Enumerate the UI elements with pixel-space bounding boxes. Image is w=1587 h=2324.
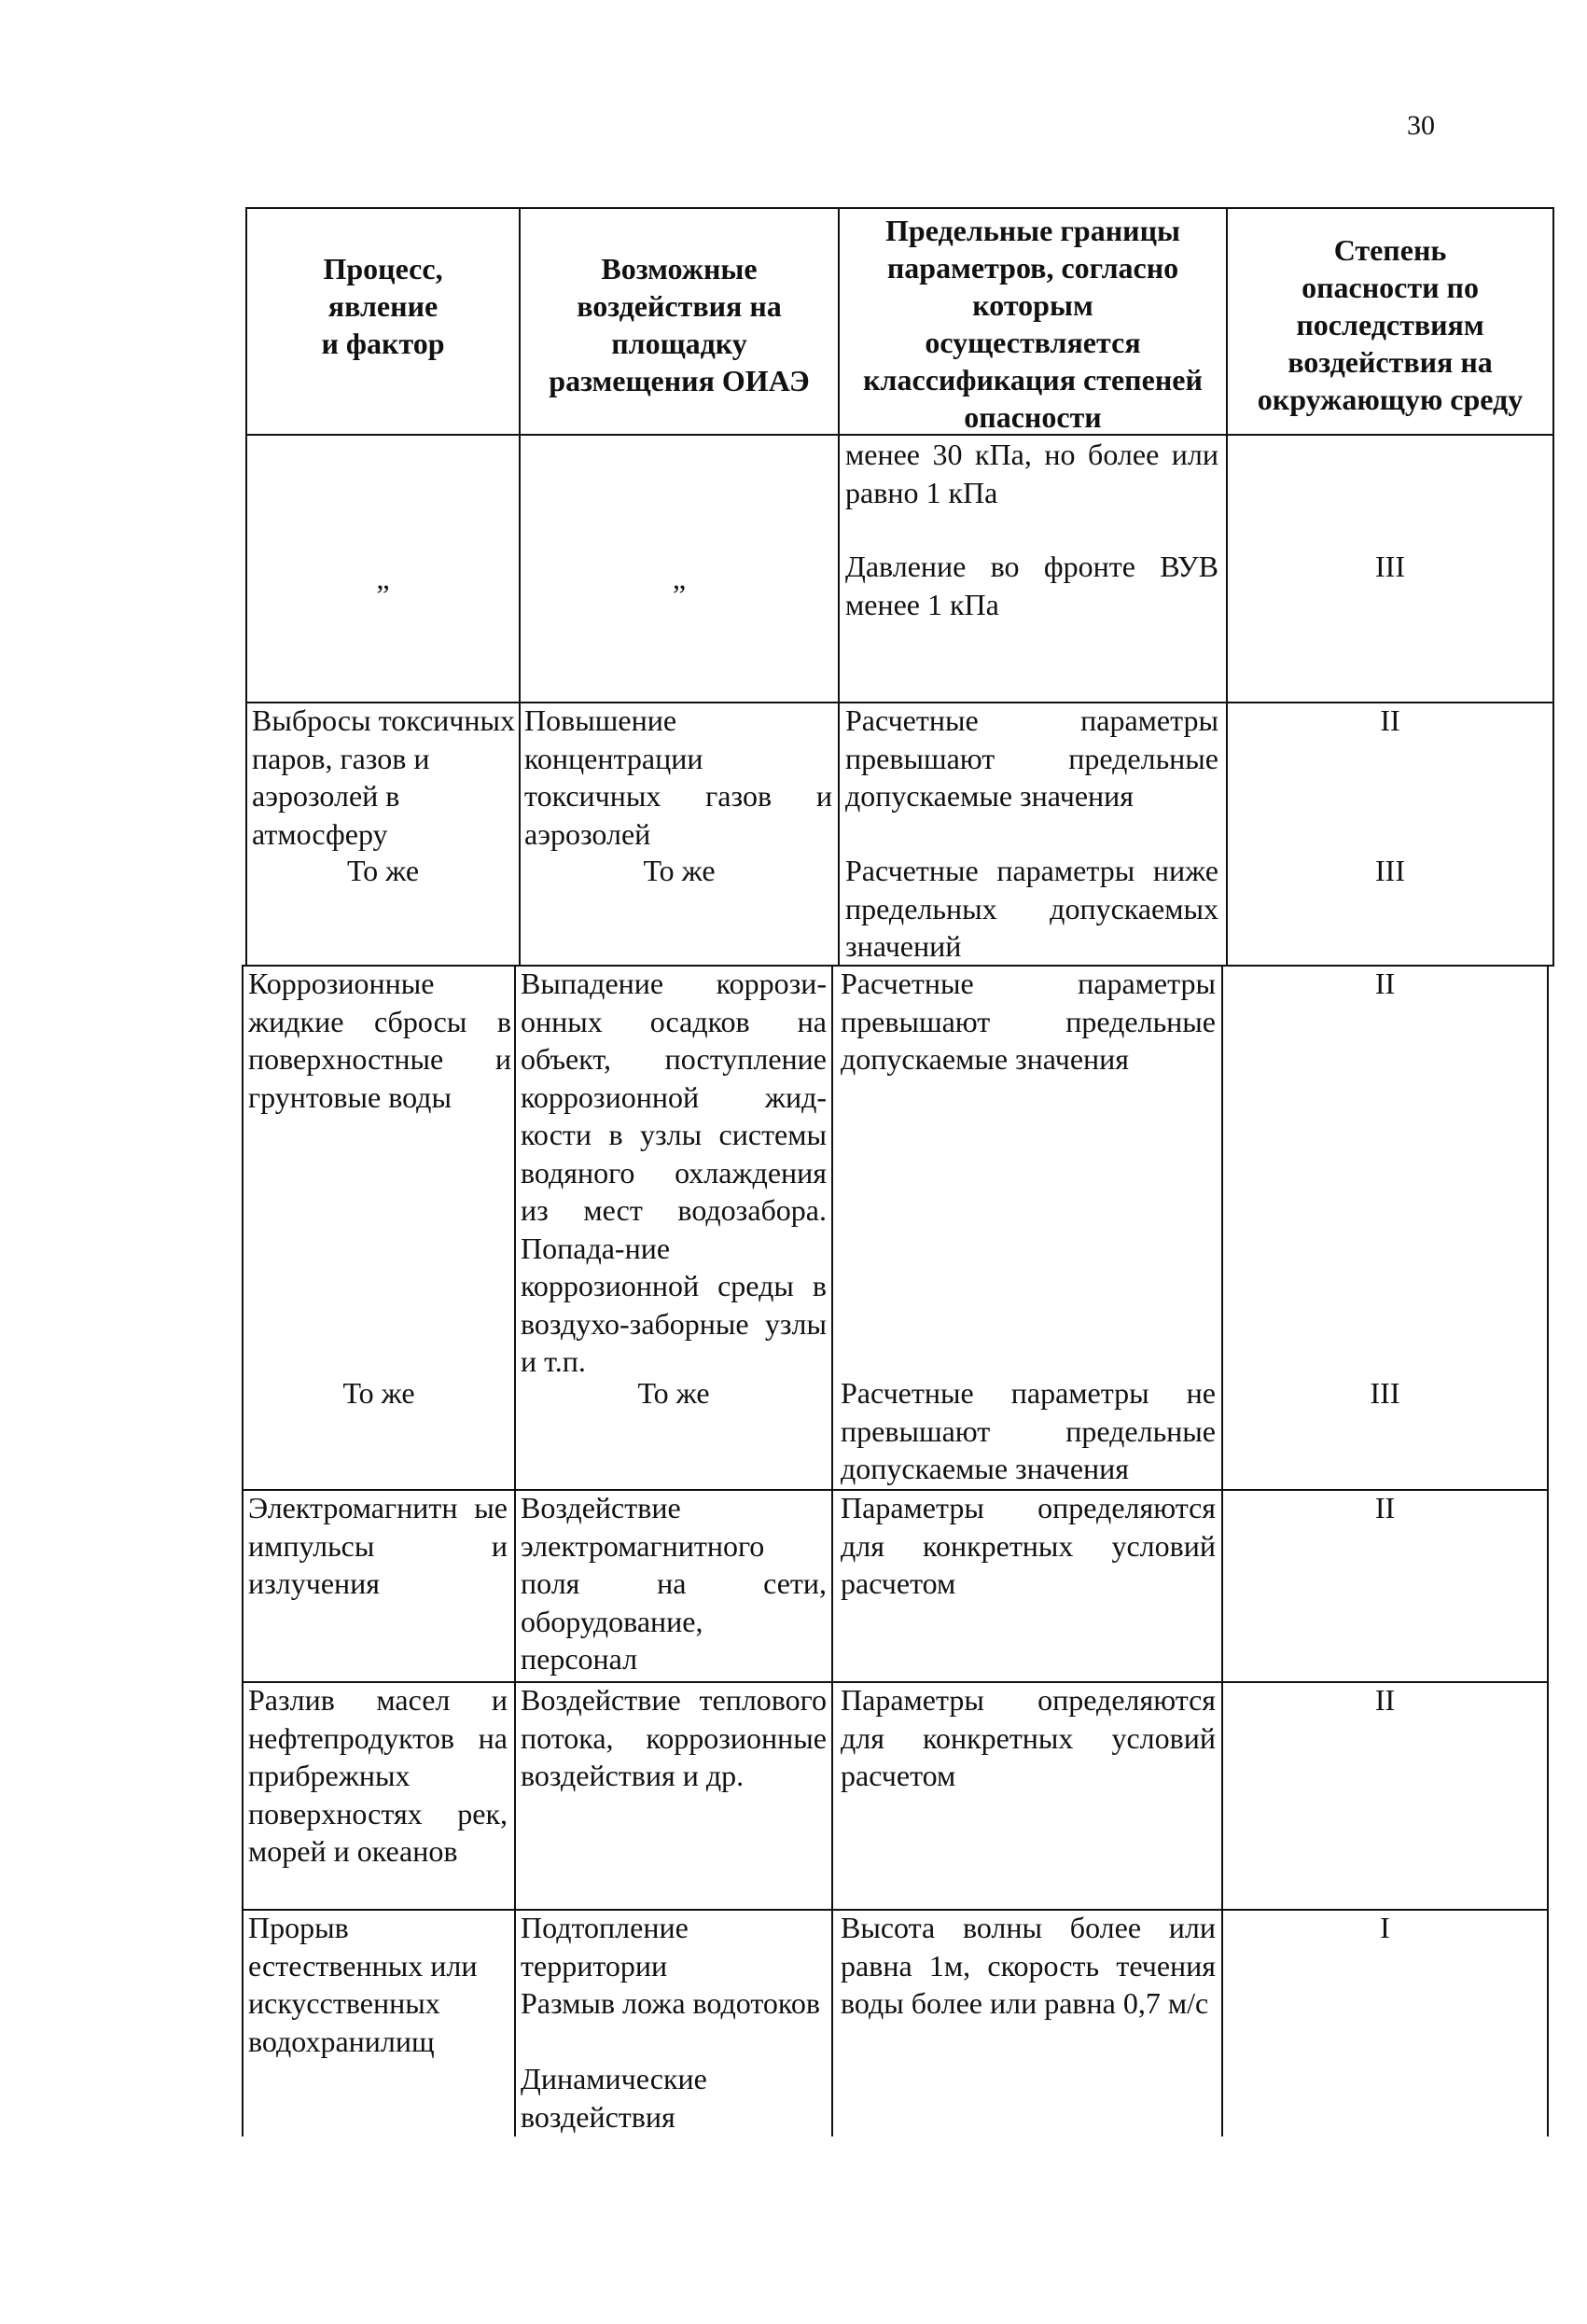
row1-process-same: То же [346, 854, 420, 887]
row4-degree: II [1374, 1683, 1396, 1717]
row2-parameter-a: Расчетные параметры превышают предельные допускаемые значения [841, 967, 1216, 1076]
row1-parameter-b: Расчетные параметры ниже предельных допускаемых значений [845, 854, 1218, 963]
row2-degree-b: III [1370, 1376, 1400, 1410]
row3-impact: Воздействие электромагнитного поля на сети, оборудование, персонал [521, 1491, 827, 1676]
row0-degree: III [1375, 550, 1405, 583]
row4-parameter: Параметры определяются для конкретных условий расчетом [841, 1683, 1216, 1792]
row2-degree-a: II [1374, 967, 1396, 1000]
row4-impact: Воздействие теплового потока, коррозионные воздействия и др. [521, 1683, 827, 1792]
row2-process: Коррозионные жидкие сбросы в поверхностные и грунтовые воды [248, 967, 511, 1114]
row5-impact-flooding: Подтопление территории [521, 1911, 689, 1983]
row5-impact-erosion: Размыв ложа водотоков [521, 1986, 820, 2020]
row1-degree-b: III [1375, 854, 1405, 887]
row2-process-same: То же [342, 1376, 415, 1410]
row4-process: Разлив масел и нефтепродуктов на прибрежных поверхностях рек, морей и океанов [248, 1683, 508, 1868]
header-impacts: Возможные воздействия на площадку размещения ОИАЭ [549, 252, 810, 397]
row3-process: Электромагнитн ые импульсы и излучения [248, 1491, 508, 1600]
row5-degree: I [1380, 1911, 1390, 1944]
row0-impact-ditto: „ [672, 562, 687, 595]
row2-impact: Выпадение коррози-онных осадков на объект, поступление коррозионной жид-кости в узлы системы водяного охлаждения из мест водозабора. Попада-ние коррозионной среды в воздухо-заборные узлы и т.п. [521, 967, 827, 1378]
row1-degree-a: II [1380, 703, 1400, 737]
header-parameter-limits: Предельные границы параметров, согласно которым осуществляется классификация степеней опасности [863, 214, 1203, 434]
header-process: Процесс, явление и фактор [321, 252, 445, 360]
row3-parameter: Параметры определяются для конкретных условий расчетом [841, 1491, 1216, 1600]
row5-impact-dynamic: Динамические воздействия [521, 2062, 707, 2134]
row2-parameter-b: Расчетные параметры не превышают предельные допускаемые значения [841, 1376, 1216, 1485]
header-hazard-degree: Степень опасности по последствиям воздействия на окружающую среду [1257, 233, 1524, 416]
row1-parameter-a: Расчетные параметры превышают предельные допускаемые значения [845, 703, 1218, 813]
page-number: 30 [1407, 110, 1435, 141]
row1-impact-same: То же [643, 854, 716, 887]
row0-parameter-b: Давление во фронте ВУВ менее 1 кПа [845, 550, 1218, 621]
row1-process: Выбросы токсичных паров, газов и аэрозолей в атмосферу [252, 703, 515, 851]
row5-parameter: Высота волны более или равна 1м, скорость течения воды более или равна 0,7 м/с [841, 1911, 1216, 2020]
row3-degree: II [1374, 1491, 1396, 1524]
row1-impact: Повышение концентрации токсичных газов и аэрозолей [524, 703, 832, 851]
row5-process: Прорыв естественных или искусственных водохранилищ [248, 1911, 478, 2058]
row2-impact-same: То же [637, 1376, 710, 1410]
row0-parameter-a: менее 30 кПа, но более или равно 1 кПа [845, 438, 1218, 509]
row0-process-ditto: „ [376, 562, 390, 595]
